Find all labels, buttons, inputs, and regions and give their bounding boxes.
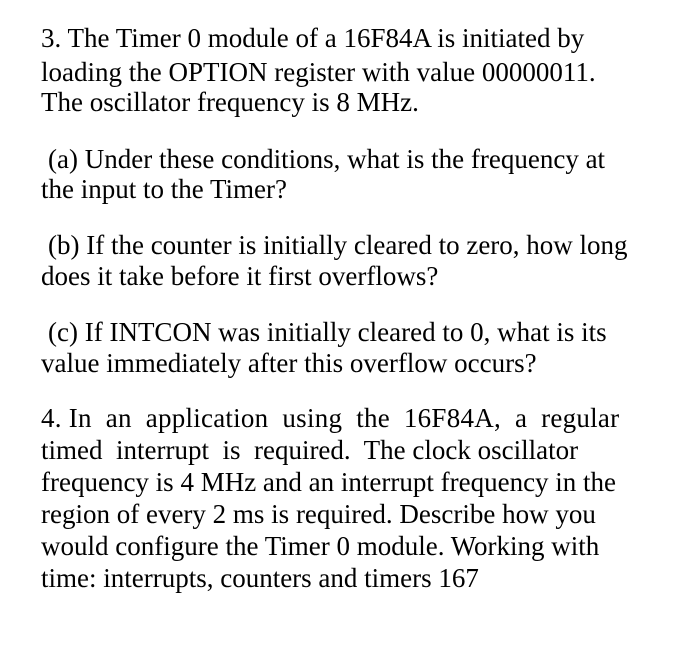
q4-line-3: frequency is 4 MHz and an interrupt frequency in the bbox=[41, 467, 617, 497]
q4-line-1: 4. In an application using the 16F84A, a regular bbox=[41, 403, 620, 433]
q3b-line-2: does it take before it first overflows? bbox=[41, 261, 439, 291]
q3b-line-1: (b) If the counter is initially cleared to zero, how long bbox=[48, 230, 628, 260]
q4-line-6: time: interrupts, counters and timers 167 bbox=[41, 563, 479, 593]
q3-line-3: The oscillator frequency is 8 MHz. bbox=[41, 87, 419, 117]
q3c-line-2: value immediately after this overflow occurs? bbox=[41, 348, 537, 378]
q4-line-4: region of every 2 ms is required. Describe how you bbox=[41, 499, 596, 529]
q4-line-2: timed interrupt is required. The clock oscillator bbox=[41, 435, 579, 465]
q3c-line-1: (c) If INTCON was initially cleared to 0, what is its bbox=[48, 317, 607, 347]
q3a-line-1: (a) Under these conditions, what is the frequency at bbox=[48, 144, 606, 174]
q3a-line-2: the input to the Timer? bbox=[41, 174, 287, 204]
q4-line-5: would configure the Timer 0 module. Working with bbox=[41, 531, 600, 561]
q3-line-2: loading the OPTION register with value 00000011. bbox=[41, 57, 596, 87]
q3-line-1: 3. The Timer 0 module of a 16F84A is initiated by bbox=[41, 23, 585, 53]
